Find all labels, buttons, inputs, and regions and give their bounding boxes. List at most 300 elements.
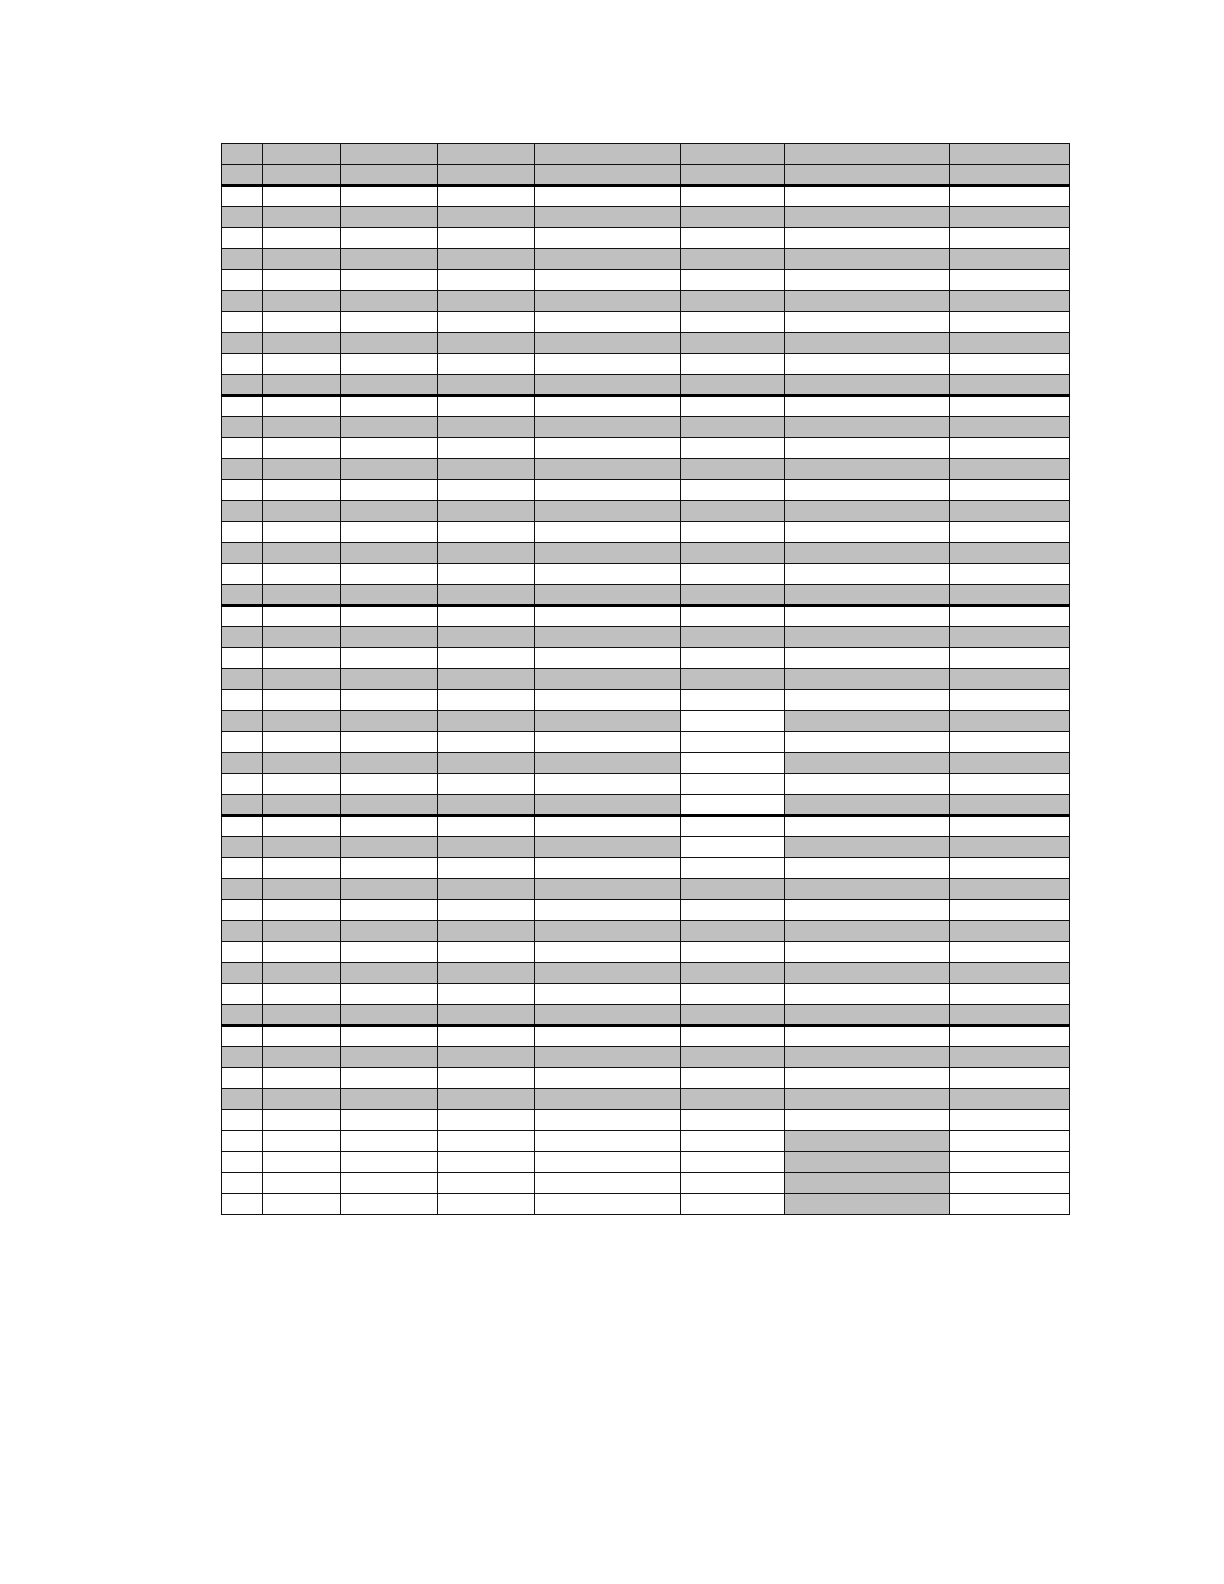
table-cell[interactable] <box>222 564 263 585</box>
table-cell[interactable] <box>438 1047 535 1068</box>
table-cell[interactable] <box>222 312 263 333</box>
table-cell[interactable] <box>535 837 681 858</box>
table-cell[interactable] <box>263 417 341 438</box>
table-cell[interactable] <box>222 186 263 207</box>
table-cell[interactable] <box>535 1152 681 1173</box>
table-cell[interactable] <box>222 774 263 795</box>
table-cell[interactable] <box>222 627 263 648</box>
table-cell[interactable] <box>222 354 263 375</box>
table-cell[interactable] <box>681 396 785 417</box>
table-cell[interactable] <box>681 1131 785 1152</box>
table-cell[interactable] <box>222 1152 263 1173</box>
table-cell[interactable] <box>681 816 785 837</box>
table-cell[interactable] <box>341 501 438 522</box>
table-cell[interactable] <box>535 312 681 333</box>
table-cell[interactable] <box>263 1194 341 1215</box>
table-cell[interactable] <box>222 396 263 417</box>
table-cell[interactable] <box>535 144 681 165</box>
table-cell[interactable] <box>950 795 1070 816</box>
table-cell[interactable] <box>535 1173 681 1194</box>
table-cell[interactable] <box>950 564 1070 585</box>
table-cell[interactable] <box>263 522 341 543</box>
table-cell[interactable] <box>681 333 785 354</box>
table-cell[interactable] <box>785 312 950 333</box>
table-cell[interactable] <box>222 480 263 501</box>
table-cell[interactable] <box>341 480 438 501</box>
table-cell[interactable] <box>785 774 950 795</box>
table-cell[interactable] <box>681 501 785 522</box>
table-cell[interactable] <box>681 795 785 816</box>
table-cell[interactable] <box>535 564 681 585</box>
table-cell[interactable] <box>438 1005 535 1026</box>
table-cell[interactable] <box>438 1089 535 1110</box>
table-cell[interactable] <box>950 942 1070 963</box>
table-cell[interactable] <box>263 375 341 396</box>
table-cell[interactable] <box>222 207 263 228</box>
table-cell[interactable] <box>341 417 438 438</box>
table-cell[interactable] <box>438 144 535 165</box>
table-cell[interactable] <box>222 1110 263 1131</box>
table-cell[interactable] <box>222 900 263 921</box>
table-cell[interactable] <box>950 543 1070 564</box>
table-cell[interactable] <box>222 333 263 354</box>
table-cell[interactable] <box>341 396 438 417</box>
table-cell[interactable] <box>341 144 438 165</box>
table-cell[interactable] <box>681 732 785 753</box>
table-cell[interactable] <box>785 186 950 207</box>
table-cell[interactable] <box>438 186 535 207</box>
table-cell[interactable] <box>950 522 1070 543</box>
table-cell[interactable] <box>950 669 1070 690</box>
table-cell[interactable] <box>341 1068 438 1089</box>
table-cell[interactable] <box>785 879 950 900</box>
table-cell[interactable] <box>950 312 1070 333</box>
table-cell[interactable] <box>681 207 785 228</box>
table-cell[interactable] <box>950 480 1070 501</box>
table-cell[interactable] <box>681 1026 785 1047</box>
table-cell[interactable] <box>341 354 438 375</box>
table-cell[interactable] <box>341 375 438 396</box>
table-cell[interactable] <box>438 1194 535 1215</box>
table-cell[interactable] <box>785 270 950 291</box>
table-cell[interactable] <box>263 858 341 879</box>
table-cell[interactable] <box>785 858 950 879</box>
table-cell[interactable] <box>535 921 681 942</box>
table-cell[interactable] <box>263 795 341 816</box>
table-cell[interactable] <box>263 585 341 606</box>
table-cell[interactable] <box>681 375 785 396</box>
table-cell[interactable] <box>222 1131 263 1152</box>
table-cell[interactable] <box>535 228 681 249</box>
table-cell[interactable] <box>535 1194 681 1215</box>
table-cell[interactable] <box>950 627 1070 648</box>
table-cell[interactable] <box>341 543 438 564</box>
table-cell[interactable] <box>222 732 263 753</box>
table-cell[interactable] <box>341 921 438 942</box>
table-cell[interactable] <box>438 459 535 480</box>
table-cell[interactable] <box>341 459 438 480</box>
table-cell[interactable] <box>785 837 950 858</box>
table-cell[interactable] <box>950 1068 1070 1089</box>
table-cell[interactable] <box>950 900 1070 921</box>
table-cell[interactable] <box>263 1173 341 1194</box>
table-cell[interactable] <box>263 963 341 984</box>
table-cell[interactable] <box>535 858 681 879</box>
table-cell[interactable] <box>438 291 535 312</box>
table-cell[interactable] <box>222 1173 263 1194</box>
table-cell[interactable] <box>263 879 341 900</box>
table-cell[interactable] <box>341 1131 438 1152</box>
table-cell[interactable] <box>438 879 535 900</box>
table-cell[interactable] <box>785 459 950 480</box>
table-cell[interactable] <box>263 144 341 165</box>
table-cell[interactable] <box>535 963 681 984</box>
table-cell[interactable] <box>263 669 341 690</box>
table-cell[interactable] <box>341 291 438 312</box>
table-cell[interactable] <box>263 165 341 186</box>
table-cell[interactable] <box>681 312 785 333</box>
table-cell[interactable] <box>681 480 785 501</box>
table-cell[interactable] <box>263 1026 341 1047</box>
table-cell[interactable] <box>263 501 341 522</box>
table-cell[interactable] <box>950 186 1070 207</box>
table-cell[interactable] <box>341 1026 438 1047</box>
table-cell[interactable] <box>222 648 263 669</box>
table-cell[interactable] <box>785 438 950 459</box>
table-cell[interactable] <box>950 690 1070 711</box>
table-cell[interactable] <box>681 753 785 774</box>
table-cell[interactable] <box>341 270 438 291</box>
table-cell[interactable] <box>222 501 263 522</box>
table-cell[interactable] <box>950 921 1070 942</box>
table-cell[interactable] <box>438 564 535 585</box>
table-cell[interactable] <box>535 291 681 312</box>
table-cell[interactable] <box>222 522 263 543</box>
table-cell[interactable] <box>438 1026 535 1047</box>
table-cell[interactable] <box>438 816 535 837</box>
table-cell[interactable] <box>785 1026 950 1047</box>
table-cell[interactable] <box>785 228 950 249</box>
table-cell[interactable] <box>681 228 785 249</box>
table-cell[interactable] <box>263 438 341 459</box>
table-cell[interactable] <box>785 942 950 963</box>
table-cell[interactable] <box>950 879 1070 900</box>
table-cell[interactable] <box>950 354 1070 375</box>
table-cell[interactable] <box>785 1173 950 1194</box>
table-cell[interactable] <box>681 648 785 669</box>
table-cell[interactable] <box>535 984 681 1005</box>
table-cell[interactable] <box>438 522 535 543</box>
table-cell[interactable] <box>681 543 785 564</box>
table-cell[interactable] <box>438 984 535 1005</box>
table-cell[interactable] <box>950 963 1070 984</box>
table-cell[interactable] <box>222 795 263 816</box>
table-cell[interactable] <box>222 291 263 312</box>
table-cell[interactable] <box>341 228 438 249</box>
table-cell[interactable] <box>438 690 535 711</box>
table-cell[interactable] <box>681 942 785 963</box>
table-cell[interactable] <box>681 417 785 438</box>
table-cell[interactable] <box>785 165 950 186</box>
table-cell[interactable] <box>681 774 785 795</box>
table-cell[interactable] <box>341 333 438 354</box>
table-cell[interactable] <box>438 312 535 333</box>
table-cell[interactable] <box>263 249 341 270</box>
table-cell[interactable] <box>263 753 341 774</box>
table-cell[interactable] <box>263 1047 341 1068</box>
table-cell[interactable] <box>535 900 681 921</box>
table-cell[interactable] <box>341 165 438 186</box>
table-cell[interactable] <box>263 627 341 648</box>
table-cell[interactable] <box>785 711 950 732</box>
table-cell[interactable] <box>222 963 263 984</box>
table-cell[interactable] <box>785 1005 950 1026</box>
table-cell[interactable] <box>438 669 535 690</box>
table-cell[interactable] <box>785 669 950 690</box>
table-cell[interactable] <box>785 816 950 837</box>
table-cell[interactable] <box>950 144 1070 165</box>
table-cell[interactable] <box>222 879 263 900</box>
table-cell[interactable] <box>681 564 785 585</box>
table-cell[interactable] <box>263 459 341 480</box>
table-cell[interactable] <box>341 774 438 795</box>
table-cell[interactable] <box>263 942 341 963</box>
table-cell[interactable] <box>341 1152 438 1173</box>
table-cell[interactable] <box>438 1068 535 1089</box>
table-cell[interactable] <box>263 900 341 921</box>
table-cell[interactable] <box>785 543 950 564</box>
table-cell[interactable] <box>950 375 1070 396</box>
table-cell[interactable] <box>438 921 535 942</box>
table-cell[interactable] <box>535 690 681 711</box>
table-cell[interactable] <box>222 816 263 837</box>
table-cell[interactable] <box>535 354 681 375</box>
table-cell[interactable] <box>438 1173 535 1194</box>
table-cell[interactable] <box>341 963 438 984</box>
table-cell[interactable] <box>341 585 438 606</box>
table-cell[interactable] <box>950 774 1070 795</box>
table-cell[interactable] <box>341 312 438 333</box>
table-cell[interactable] <box>950 837 1070 858</box>
table-cell[interactable] <box>785 627 950 648</box>
table-cell[interactable] <box>681 690 785 711</box>
table-cell[interactable] <box>341 1194 438 1215</box>
table-cell[interactable] <box>222 606 263 627</box>
table-cell[interactable] <box>950 438 1070 459</box>
table-cell[interactable] <box>222 165 263 186</box>
table-cell[interactable] <box>222 669 263 690</box>
table-cell[interactable] <box>681 459 785 480</box>
table-cell[interactable] <box>535 249 681 270</box>
table-cell[interactable] <box>263 543 341 564</box>
table-cell[interactable] <box>341 732 438 753</box>
table-cell[interactable] <box>785 900 950 921</box>
table-cell[interactable] <box>535 774 681 795</box>
table-cell[interactable] <box>681 1152 785 1173</box>
table-cell[interactable] <box>785 375 950 396</box>
table-cell[interactable] <box>341 648 438 669</box>
table-cell[interactable] <box>341 1110 438 1131</box>
table-cell[interactable] <box>263 291 341 312</box>
table-cell[interactable] <box>950 1131 1070 1152</box>
table-cell[interactable] <box>535 396 681 417</box>
table-cell[interactable] <box>950 270 1070 291</box>
table-cell[interactable] <box>222 1026 263 1047</box>
table-cell[interactable] <box>535 669 681 690</box>
table-cell[interactable] <box>263 228 341 249</box>
table-cell[interactable] <box>341 1047 438 1068</box>
table-cell[interactable] <box>950 165 1070 186</box>
table-cell[interactable] <box>341 249 438 270</box>
table-cell[interactable] <box>263 270 341 291</box>
table-cell[interactable] <box>438 249 535 270</box>
table-cell[interactable] <box>785 354 950 375</box>
table-cell[interactable] <box>222 228 263 249</box>
table-cell[interactable] <box>263 690 341 711</box>
table-cell[interactable] <box>785 921 950 942</box>
table-cell[interactable] <box>950 1110 1070 1131</box>
table-cell[interactable] <box>785 522 950 543</box>
table-cell[interactable] <box>681 711 785 732</box>
table-cell[interactable] <box>222 249 263 270</box>
table-cell[interactable] <box>222 1005 263 1026</box>
table-cell[interactable] <box>950 228 1070 249</box>
table-cell[interactable] <box>535 1089 681 1110</box>
table-cell[interactable] <box>438 963 535 984</box>
table-cell[interactable] <box>341 606 438 627</box>
table-cell[interactable] <box>681 837 785 858</box>
table-cell[interactable] <box>222 585 263 606</box>
table-cell[interactable] <box>438 417 535 438</box>
table-cell[interactable] <box>438 270 535 291</box>
table-cell[interactable] <box>785 291 950 312</box>
table-cell[interactable] <box>438 480 535 501</box>
table-cell[interactable] <box>681 963 785 984</box>
table-cell[interactable] <box>341 690 438 711</box>
table-cell[interactable] <box>950 417 1070 438</box>
table-cell[interactable] <box>681 858 785 879</box>
table-cell[interactable] <box>438 732 535 753</box>
table-cell[interactable] <box>535 942 681 963</box>
table-cell[interactable] <box>438 795 535 816</box>
table-cell[interactable] <box>222 1047 263 1068</box>
table-cell[interactable] <box>263 774 341 795</box>
table-cell[interactable] <box>222 837 263 858</box>
table-cell[interactable] <box>950 459 1070 480</box>
table-cell[interactable] <box>535 1005 681 1026</box>
table-cell[interactable] <box>950 585 1070 606</box>
table-cell[interactable] <box>438 858 535 879</box>
table-cell[interactable] <box>222 459 263 480</box>
table-cell[interactable] <box>438 1131 535 1152</box>
table-cell[interactable] <box>438 375 535 396</box>
table-cell[interactable] <box>263 480 341 501</box>
table-cell[interactable] <box>222 690 263 711</box>
table-cell[interactable] <box>263 984 341 1005</box>
table-cell[interactable] <box>341 564 438 585</box>
table-cell[interactable] <box>222 144 263 165</box>
table-cell[interactable] <box>341 816 438 837</box>
table-cell[interactable] <box>222 438 263 459</box>
table-cell[interactable] <box>222 711 263 732</box>
table-cell[interactable] <box>438 207 535 228</box>
table-cell[interactable] <box>438 900 535 921</box>
table-cell[interactable] <box>950 858 1070 879</box>
table-cell[interactable] <box>535 417 681 438</box>
table-cell[interactable] <box>950 1089 1070 1110</box>
table-cell[interactable] <box>785 249 950 270</box>
table-cell[interactable] <box>681 1089 785 1110</box>
table-cell[interactable] <box>535 585 681 606</box>
table-cell[interactable] <box>681 165 785 186</box>
table-cell[interactable] <box>785 1110 950 1131</box>
table-cell[interactable] <box>950 1047 1070 1068</box>
table-cell[interactable] <box>785 1047 950 1068</box>
table-cell[interactable] <box>681 1173 785 1194</box>
table-cell[interactable] <box>785 1131 950 1152</box>
table-cell[interactable] <box>681 291 785 312</box>
table-cell[interactable] <box>785 606 950 627</box>
table-cell[interactable] <box>681 1047 785 1068</box>
table-cell[interactable] <box>535 711 681 732</box>
table-cell[interactable] <box>681 606 785 627</box>
table-cell[interactable] <box>341 1005 438 1026</box>
table-cell[interactable] <box>535 732 681 753</box>
table-cell[interactable] <box>785 1194 950 1215</box>
table-cell[interactable] <box>438 585 535 606</box>
table-cell[interactable] <box>681 144 785 165</box>
table-cell[interactable] <box>535 543 681 564</box>
table-cell[interactable] <box>950 1026 1070 1047</box>
table-cell[interactable] <box>681 921 785 942</box>
table-cell[interactable] <box>341 711 438 732</box>
table-cell[interactable] <box>438 942 535 963</box>
table-cell[interactable] <box>341 795 438 816</box>
table-cell[interactable] <box>535 522 681 543</box>
table-cell[interactable] <box>535 186 681 207</box>
table-cell[interactable] <box>681 354 785 375</box>
table-cell[interactable] <box>438 648 535 669</box>
table-cell[interactable] <box>263 1152 341 1173</box>
table-cell[interactable] <box>263 921 341 942</box>
table-cell[interactable] <box>341 900 438 921</box>
table-cell[interactable] <box>341 1089 438 1110</box>
table-cell[interactable] <box>785 648 950 669</box>
table-cell[interactable] <box>785 690 950 711</box>
table-cell[interactable] <box>341 837 438 858</box>
table-cell[interactable] <box>263 1089 341 1110</box>
table-cell[interactable] <box>535 816 681 837</box>
table-cell[interactable] <box>222 1068 263 1089</box>
table-cell[interactable] <box>263 312 341 333</box>
table-cell[interactable] <box>263 1068 341 1089</box>
table-cell[interactable] <box>341 627 438 648</box>
table-cell[interactable] <box>341 858 438 879</box>
table-cell[interactable] <box>785 1152 950 1173</box>
table-cell[interactable] <box>785 564 950 585</box>
table-cell[interactable] <box>263 732 341 753</box>
table-cell[interactable] <box>263 711 341 732</box>
table-cell[interactable] <box>438 606 535 627</box>
table-cell[interactable] <box>263 837 341 858</box>
table-cell[interactable] <box>681 879 785 900</box>
table-cell[interactable] <box>535 795 681 816</box>
table-cell[interactable] <box>785 753 950 774</box>
table-cell[interactable] <box>535 1047 681 1068</box>
table-cell[interactable] <box>263 816 341 837</box>
table-cell[interactable] <box>535 879 681 900</box>
table-cell[interactable] <box>950 333 1070 354</box>
